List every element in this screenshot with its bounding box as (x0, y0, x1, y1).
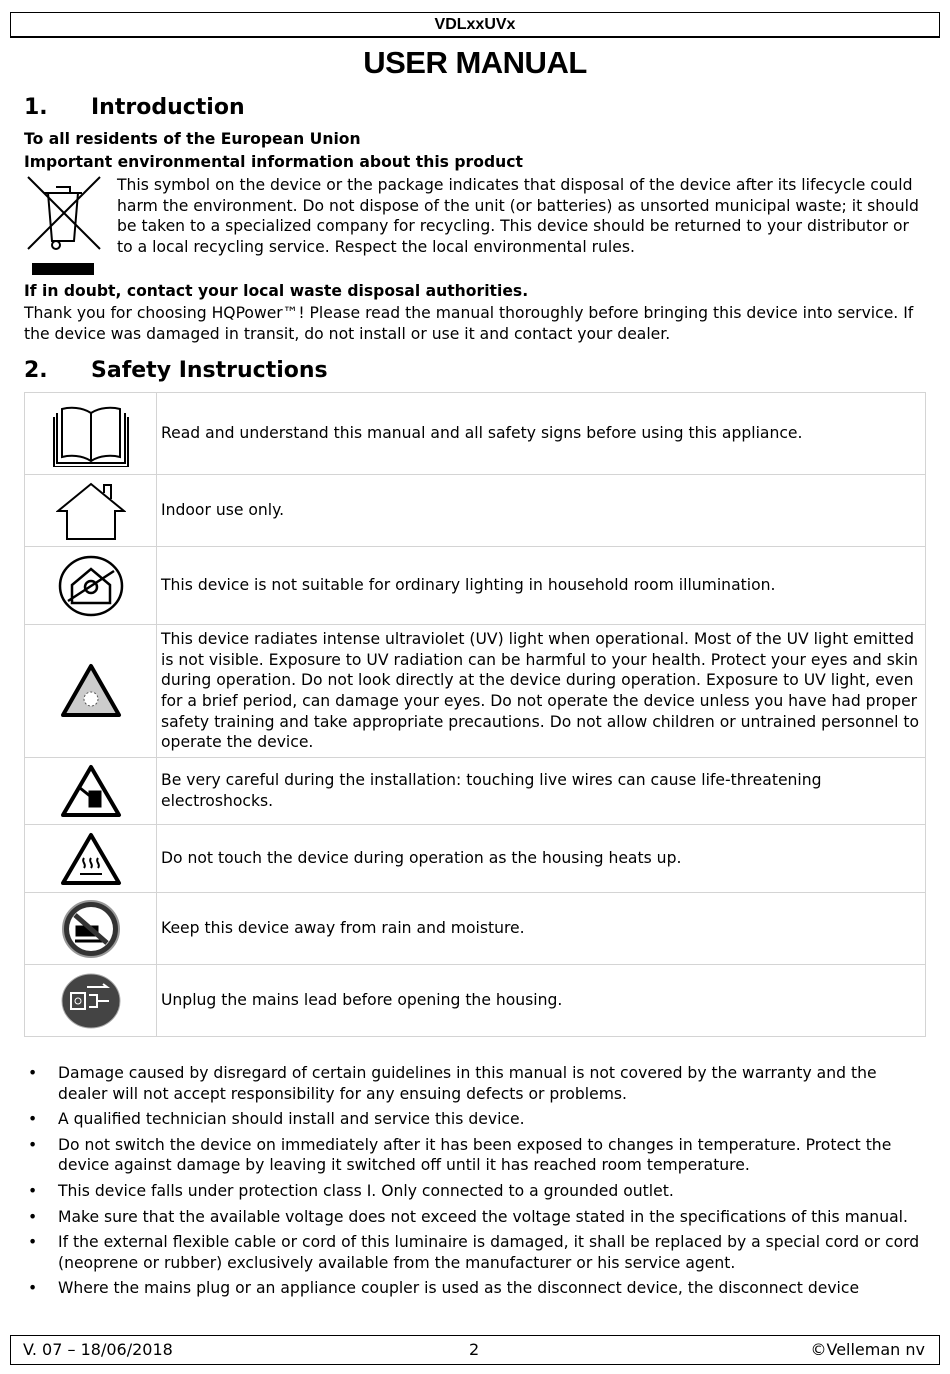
safety-text: Indoor use only. (157, 475, 926, 547)
unplug-icon (25, 965, 157, 1037)
safety-bullet-list (24, 1063, 929, 1304)
environmental-heading: Important environmental information about this product (24, 153, 523, 171)
table-row (25, 758, 926, 825)
hot-surface-icon (25, 825, 157, 893)
section-2-heading: 2. Safety Instructions (24, 358, 328, 383)
safety-text: Be very careful during the installation: touching live wires can cause life-threatening electroshocks. (157, 758, 926, 825)
header-model: VDLxxUVx (10, 12, 940, 38)
table-row (25, 965, 926, 1037)
doubt-text: If in doubt, contact your local waste disposal authorities. (24, 282, 529, 300)
table-row (25, 393, 926, 475)
list-item: • Damage caused by disregard of certain guidelines in this manual is not covered by the warranty and the dealer will not accept responsibility for any ensuing defects or problems. (28, 1064, 877, 1103)
no-household-lighting-icon (25, 547, 157, 625)
list-item: • Make sure that the available voltage does not exceed the voltage stated in the specifications of this manual. (28, 1207, 908, 1226)
table-row (25, 893, 926, 965)
thanks-text: Thank you for choosing HQPower™! Please read the manual thoroughly before bringing this device into service. If the device was damaged in transit, do not install or use it and contact your dealer. (24, 304, 914, 343)
safety-table (24, 392, 926, 1037)
safety-text: This device radiates intense ultraviolet (UV) light when operational. Most of the UV light emitted is not visible. Exposure to UV radiation can be harmful to your health. Protect your eyes and skin during operation. Do not look directly at the device during operation. Exposure to UV light, even for a brief period, can damage your eyes. Do not operate the device unless you have had proper safety training and take appropriate precautions. Do not allow children or untrained personnel to operate the device. (157, 625, 926, 758)
table-row (25, 547, 926, 625)
footer-version: V. 07 – 18/06/2018 (23, 1340, 173, 1359)
table-row (25, 475, 926, 547)
safety-text: Do not touch the device during operation as the housing heats up. (157, 825, 926, 893)
weee-bin-icon (26, 175, 102, 277)
safety-text: Read and understand this manual and all safety signs before using this appliance. (157, 393, 926, 475)
no-moisture-icon (25, 893, 157, 965)
table-row (25, 625, 926, 758)
indoor-house-icon (25, 475, 157, 547)
uv-warning-icon (25, 625, 157, 758)
list-item: • If the external flexible cable or cord of this luminaire is damaged, it shall be replaced by a special cord or cord (neoprene or rubber) exclusively available from the manufacturer or his service agent. (28, 1233, 920, 1272)
list-item: • Do not switch the device on immediately after it has been exposed to changes in temperature. Protect the device against damage by leaving it switched off until it has reached room temperature. (28, 1135, 892, 1175)
page-title: USER MANUAL (363, 45, 587, 80)
page-footer (10, 1335, 940, 1365)
electroshock-warning-icon (25, 758, 157, 825)
list-item: • Where the mains plug or an appliance coupler is used as the disconnect device, the disconnect device (28, 1279, 860, 1298)
table-row (25, 825, 926, 893)
list-item: • A qualified technician should install and service this device. (28, 1110, 525, 1129)
list-item: • This device falls under protection class I. Only connected to a grounded outlet. (28, 1181, 674, 1200)
section-1-heading: 1. Introduction (24, 95, 245, 120)
safety-text: Keep this device away from rain and moisture. (157, 893, 926, 965)
safety-text: This device is not suitable for ordinary lighting in household room illumination. (157, 547, 926, 625)
safety-text: Unplug the mains lead before opening the housing. (157, 965, 926, 1037)
read-manual-icon (25, 393, 157, 475)
footer-copyright: ©Velleman nv (810, 1340, 925, 1359)
weee-text: This symbol on the device or the package indicates that disposal of the device after its lifecycle could harm the environment. Do not dispose of the unit (or batteries) as unsorted municipal waste; it should be taken to a specialized company for recycling. This device should be returned to your distributor or to a local recycling service. Respect the local environmental rules. (117, 176, 919, 256)
eu-residents-heading: To all residents of the European Union (24, 130, 361, 148)
footer-page-number: 2 (469, 1340, 480, 1359)
